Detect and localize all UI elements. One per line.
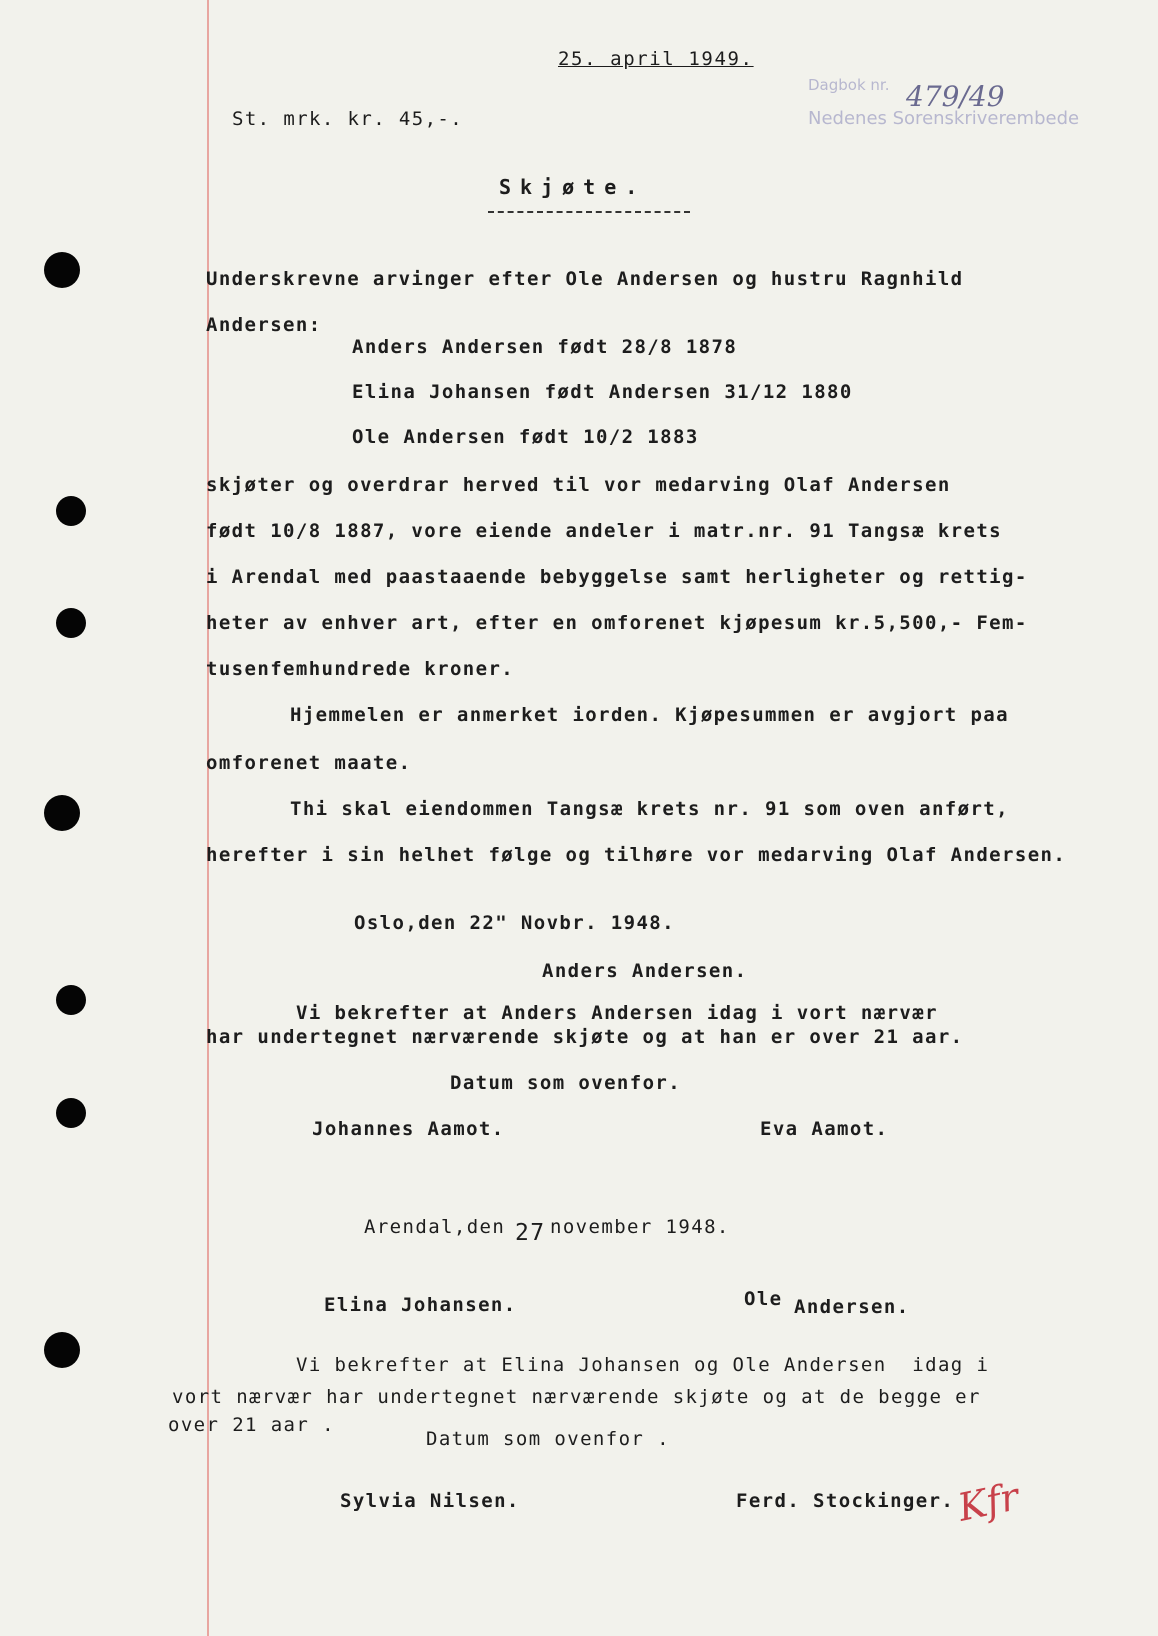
intro-line: Underskrevne arvinger efter Ole Andersen og hustru Ragnhild: [206, 268, 964, 290]
signature-part: Andersen.: [794, 1296, 910, 1318]
punch-hole: [44, 1332, 80, 1368]
punch-hole: [56, 1098, 86, 1128]
body-line: herefter i sin helhet følge og tilhøre vor medarving Olaf Andersen.: [206, 844, 1067, 866]
witness-line: Vi bekrefter at Anders Andersen idag i vort nærvær: [296, 1002, 938, 1024]
punch-hole: [56, 985, 86, 1015]
body-line: skjøter og overdrar herved til vor medarving Olaf Andersen: [206, 474, 951, 496]
signing-place-date: Oslo,den 22" Novbr. 1948.: [354, 912, 675, 934]
registry-stamp: Nedenes Sorenskriverembede: [808, 108, 1080, 129]
handwritten-initials: Kfr: [954, 1474, 1023, 1530]
body-line: i Arendal med paastaaende bebyggelse samt herligheter og rettig-: [206, 566, 1028, 588]
title-underline: [488, 211, 690, 213]
datum-line: Datum som ovenfor.: [450, 1072, 682, 1094]
signing-day: 27: [515, 1220, 546, 1246]
stamp-faded-line: Dagbok nr.: [808, 76, 890, 94]
stamp-duty: St. mrk. kr. 45,-.: [232, 108, 464, 130]
signature: Elina Johansen.: [324, 1294, 517, 1316]
punch-hole: [56, 496, 86, 526]
body-line: tusenfemhundrede kroner.: [206, 658, 515, 680]
punch-hole: [44, 795, 80, 831]
document-title: Skjøte.: [499, 175, 647, 199]
heir-line: Ole Andersen født 10/2 1883: [352, 426, 699, 448]
body-line: Thi skal eiendommen Tangsæ krets nr. 91 som oven anført,: [290, 798, 1009, 820]
header-date: 25. april 1949.: [558, 48, 754, 70]
punch-hole: [44, 252, 80, 288]
signature: Anders Andersen.: [542, 960, 748, 982]
body-line: heter av enhver art, efter en omforenet kjøpesum kr.5,500,- Fem-: [206, 612, 1028, 634]
signing-place: Arendal,den: [364, 1216, 506, 1238]
signature-part: Ole: [744, 1288, 783, 1310]
body-line: omforenet maate.: [206, 752, 412, 774]
witness-signature: Johannes Aamot.: [312, 1118, 505, 1140]
witness-line: over 21 aar .: [168, 1414, 335, 1436]
witness-line: vort nærvær har undertegnet nærværende skjøte og at de begge er: [172, 1386, 981, 1408]
punch-hole: [56, 608, 86, 638]
witness-line: Vi bekrefter at Elina Johansen og Ole Andersen idag i: [296, 1354, 990, 1376]
signing-month-year: november 1948.: [550, 1216, 730, 1238]
witness-signature: Sylvia Nilsen.: [340, 1490, 520, 1512]
heir-line: Anders Andersen født 28/8 1878: [352, 336, 738, 358]
witness-signature: Eva Aamot.: [760, 1118, 889, 1140]
intro-line: Andersen:: [206, 314, 322, 336]
body-line: født 10/8 1887, vore eiende andeler i matr.nr. 91 Tangsæ krets: [206, 520, 1003, 542]
body-line: Hjemmelen er anmerket iorden. Kjøpesummen er avgjort paa: [290, 704, 1009, 726]
registry-number: 479/49: [906, 80, 1005, 113]
datum-line: Datum som ovenfor .: [426, 1428, 670, 1450]
witness-line: har undertegnet nærværende skjøte og at han er over 21 aar.: [206, 1026, 964, 1048]
heir-line: Elina Johansen født Andersen 31/12 1880: [352, 381, 853, 403]
witness-signature: Ferd. Stockinger.: [736, 1490, 955, 1512]
